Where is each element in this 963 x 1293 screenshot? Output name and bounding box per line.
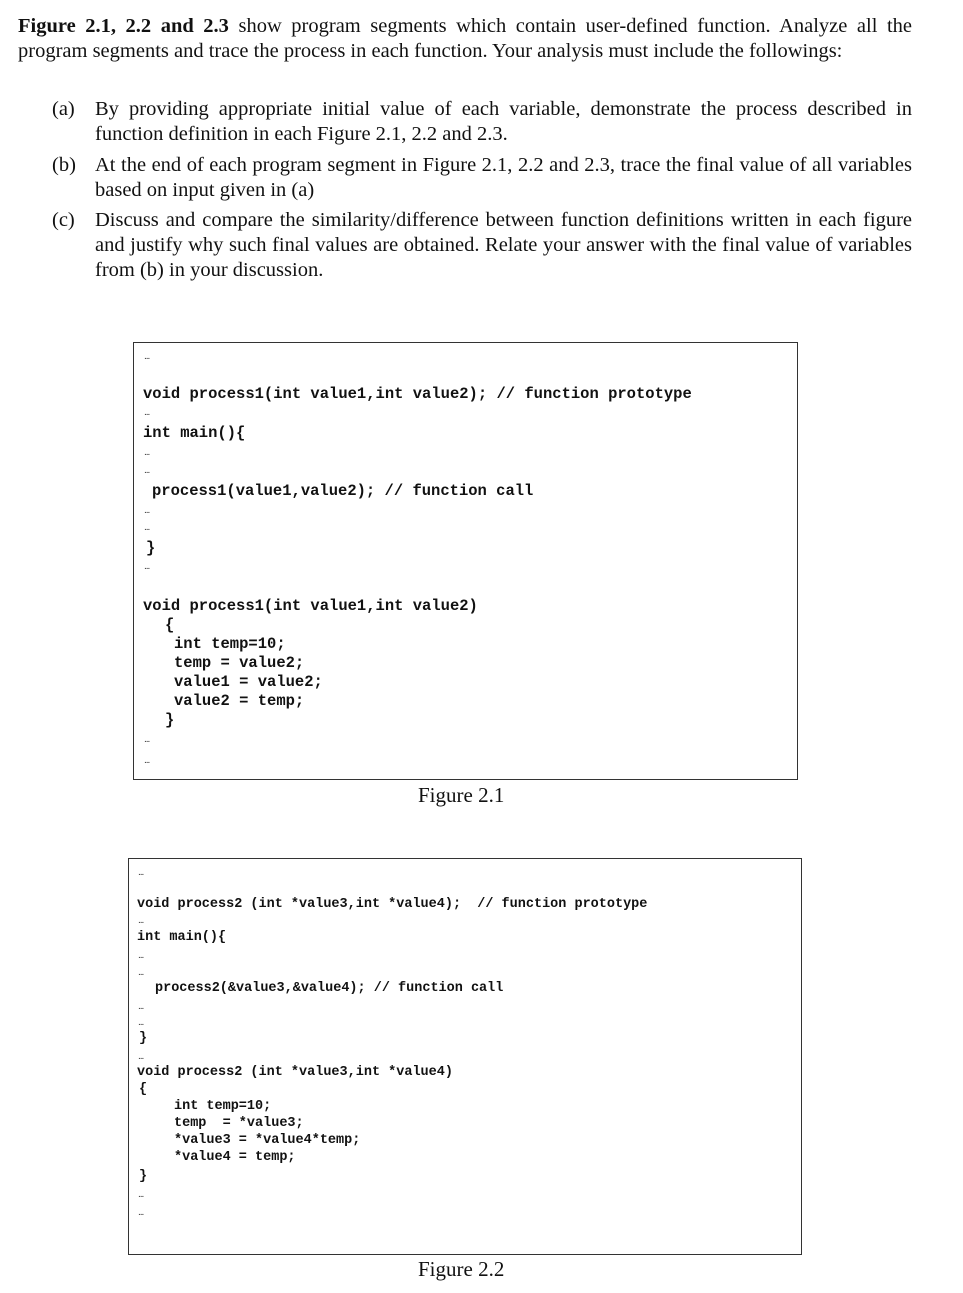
ellipsis: ... [144,561,150,572]
question-text-c: Discuss and compare the similarity/difference between function definitions written in each figure and justify why such final values are obtained. Relate your answer with the final value of variables from (b) in your discussion. [95,209,912,281]
question-item-c [52,208,912,283]
question-label-c: (c) [52,209,75,231]
ellipsis: ... [144,505,150,516]
ellipsis: ... [144,734,150,745]
ellipsis: ... [138,1001,144,1012]
ellipsis: ... [138,867,144,878]
code-line-temp-init: int temp=10; [174,1099,272,1114]
ellipsis: ... [144,447,150,458]
code-line-close-brace: } [165,711,175,729]
code-line-value1-assign: value1 = value2; [174,673,323,691]
ellipsis: ... [144,465,150,476]
code-line-main-close: } [139,1031,148,1046]
code-line-open-brace: { [139,1082,148,1097]
ellipsis: ... [138,1207,144,1218]
figure-2-2-caption: Figure 2.2 [418,1257,505,1281]
code-line-close-brace: } [139,1169,148,1184]
ellipsis: ... [138,1051,144,1062]
ellipsis: ... [138,915,144,926]
figure-2-2-code-box [128,858,802,1255]
code-line-call: process2(&value3,&value4); // function call [155,981,504,996]
code-line-call: process1(value1,value2); // function call [152,482,534,500]
code-line-definition: void process1(int value1,int value2) [143,597,478,615]
question-item-b [52,153,912,203]
code-line-prototype: void process1(int value1,int value2); // function prototype [143,385,692,403]
ellipsis: ... [138,967,144,978]
question-item-a [52,97,912,147]
question-label-a: (a) [52,98,75,120]
code-line-open-brace: { [165,616,175,634]
code-line-main-close: } [146,539,156,557]
ellipsis: ... [144,755,150,766]
code-line-main: int main(){ [143,424,246,442]
code-line-value2-assign: value2 = temp; [174,692,305,710]
figure-2-1-caption: Figure 2.1 [418,783,505,807]
ellipsis: ... [144,522,150,533]
ellipsis: ... [138,950,144,961]
code-line-value3-assign: *value3 = *value4*temp; [174,1133,361,1148]
figure-2-1-code-box [133,342,798,780]
code-line-temp-init: int temp=10; [174,635,286,653]
ellipsis: ... [144,351,150,362]
intro-text: show program segments which contain user-defined function. Analyze all the program segments and trace the process in each function. Your analysis must include the followings: [18,15,912,62]
code-line-definition: void process2 (int *value3,int *value4) [137,1065,453,1080]
intro-bold-lead: Figure 2.1, 2.2 and 2.3 [18,15,229,37]
question-text-a: By providing appropriate initial value of each variable, demonstrate the process described in function definition in each Figure 2.1, 2.2 and 2.3. [95,98,912,145]
question-text-b: At the end of each program segment in Figure 2.1, 2.2 and 2.3, trace the final value of all variables based on input given in (a) [95,154,912,201]
code-line-prototype: void process2 (int *value3,int *value4); // function prototype [137,897,648,912]
code-line-main: int main(){ [137,930,227,945]
question-label-b: (b) [52,154,76,176]
ellipsis: ... [138,1189,144,1200]
intro-paragraph [18,14,912,64]
code-line-temp-assign: temp = *value3; [174,1116,304,1131]
ellipsis: ... [144,407,150,418]
ellipsis: ... [138,1017,144,1028]
code-line-temp-assign: temp = value2; [174,654,305,672]
code-line-value4-assign: *value4 = temp; [174,1150,296,1165]
